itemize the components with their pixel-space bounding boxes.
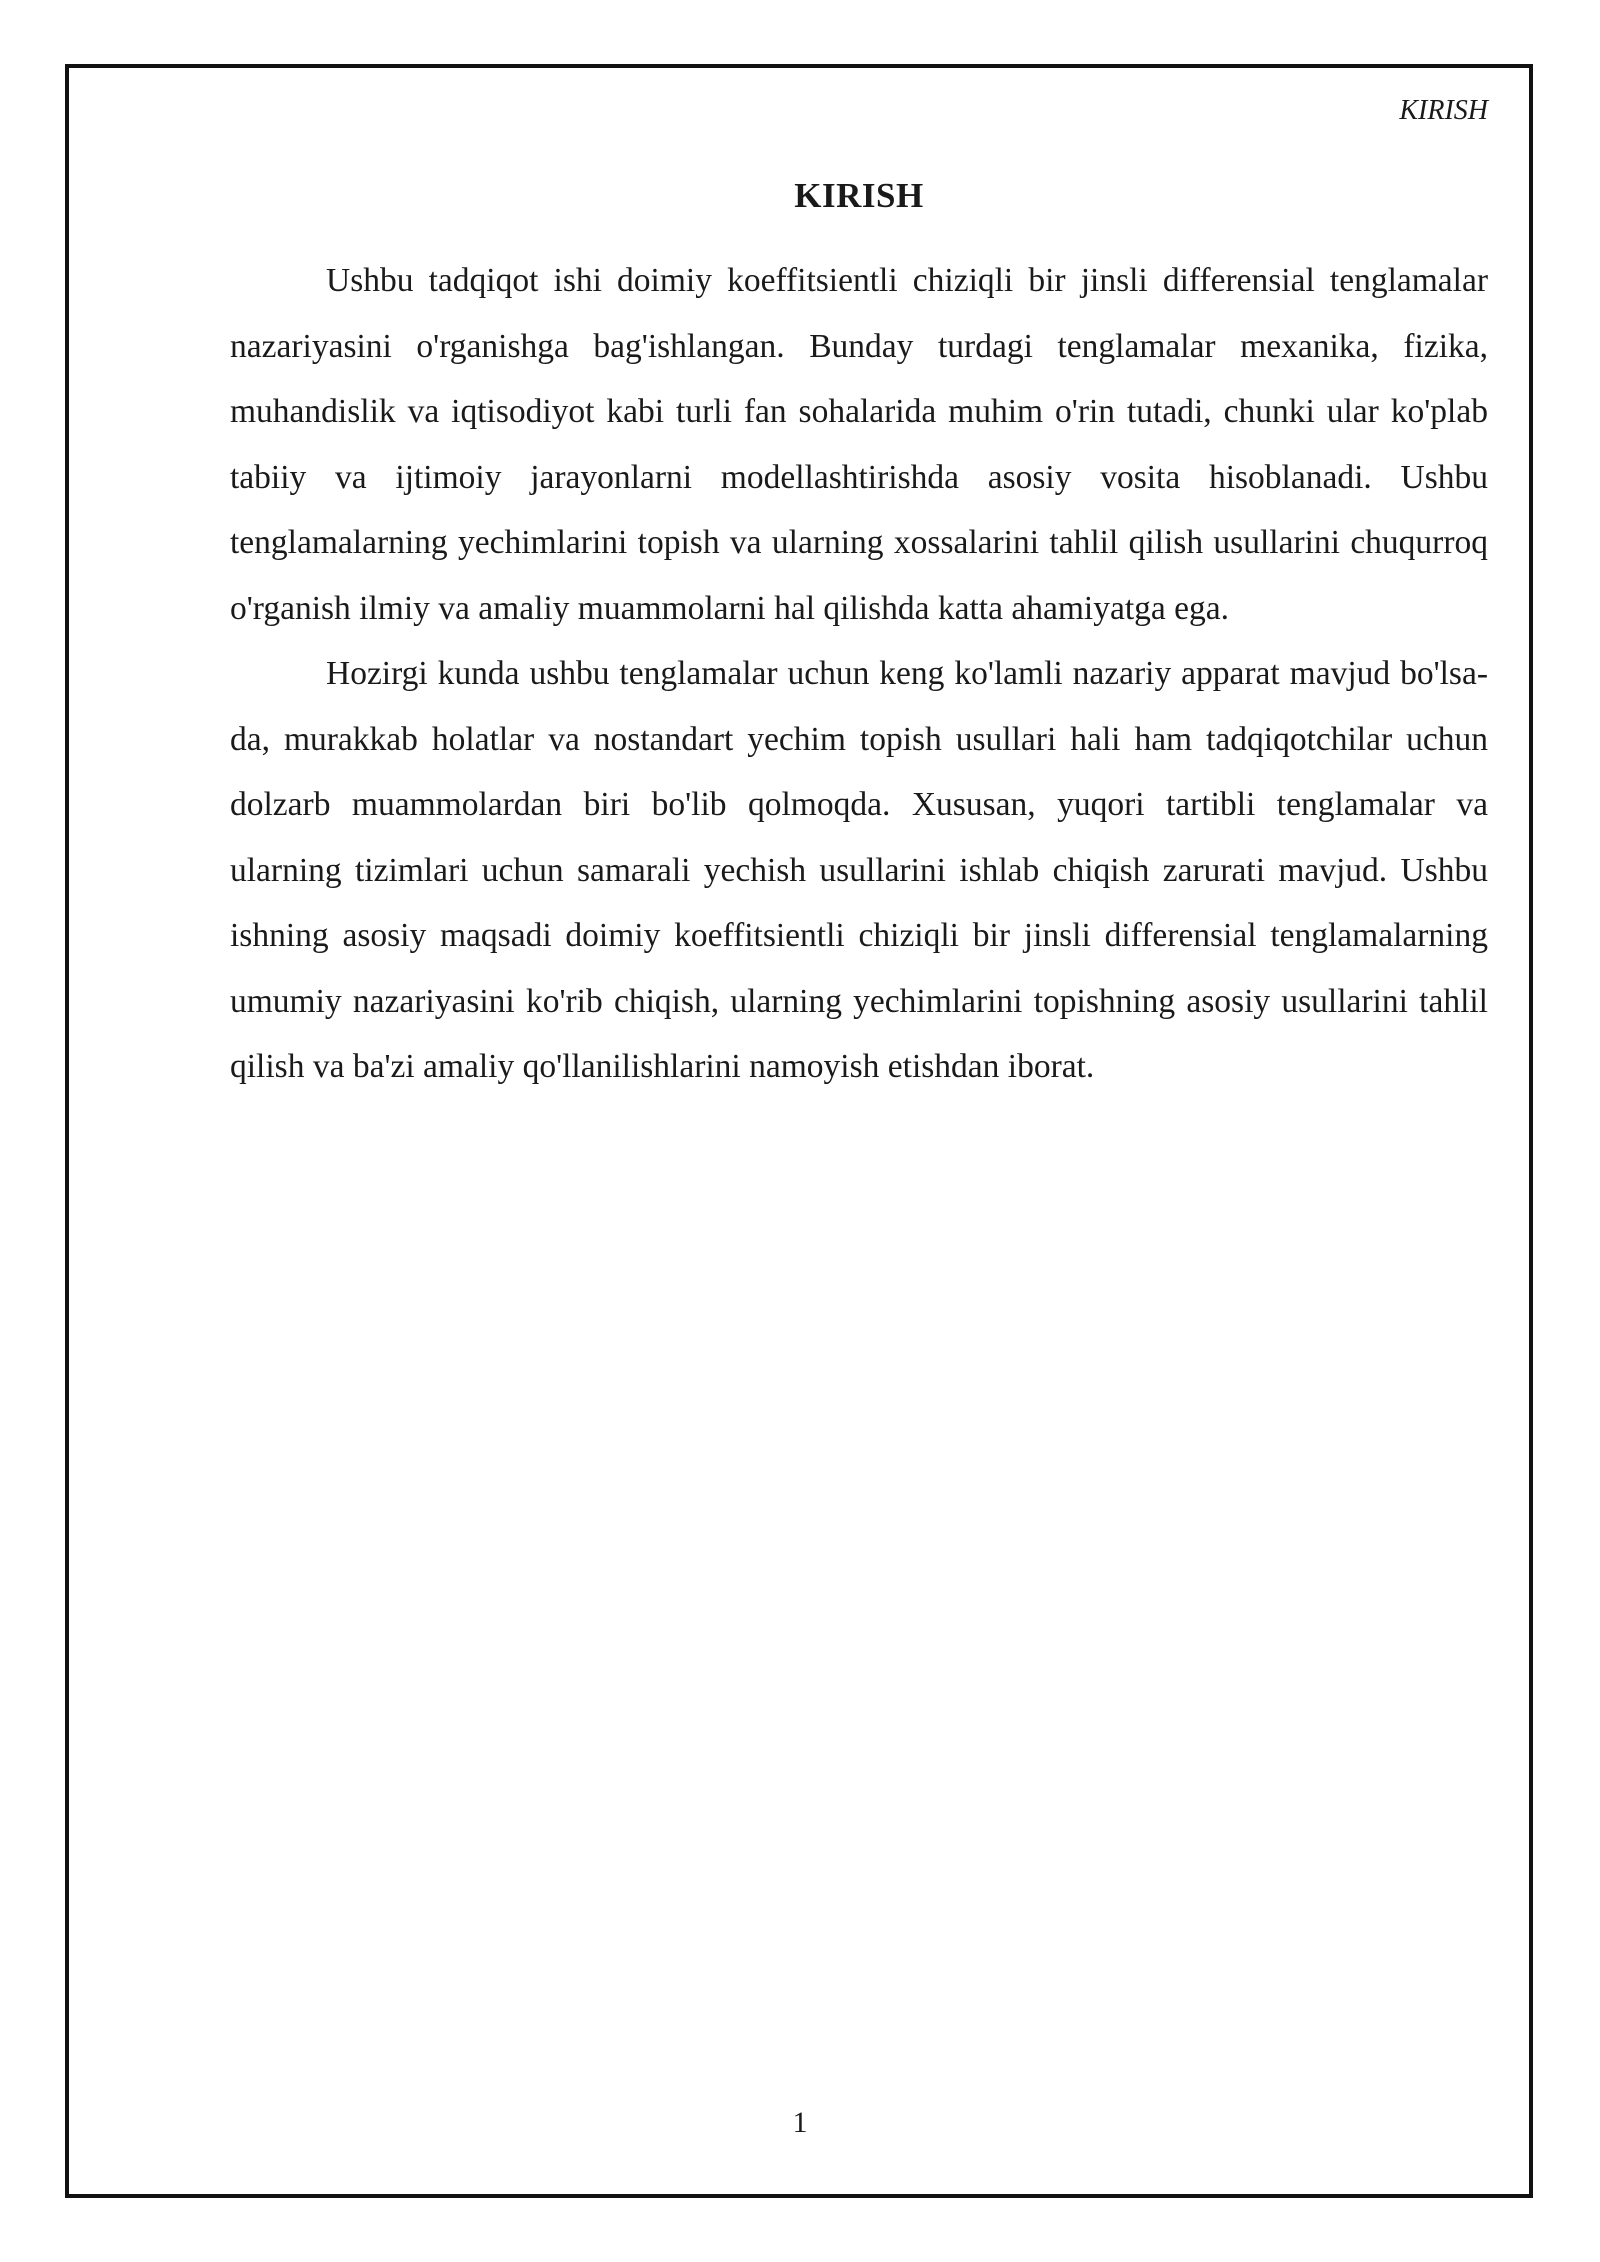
paragraph-2: Hozirgi kunda ushbu tenglamalar uchun keng ko'lamli nazariy apparat mavjud bo'lsa-da, murakkab holatlar va nostandart yechim topish usullari hali ham tadqiqotchilar uchun dolzarb muammolardan biri bo'lib qolmoqda. Xususan, yuqori tartibli tenglamalar va ularning tizimlari uchun samarali yechish usullarini ishlab chiqish zarurati mavjud. Ushbu ishning asosiy maqsadi doimiy koeffitsientli chiziqli bir jinsli differensial tenglamalarning umumiy nazariyasini ko'rib chiqish, ularning yechimlarini topishning asosiy usullarini tahlil qilish va ba'zi amaliy qo'llanilishlarini namoyish etishdan iborat. (230, 655, 1488, 1085)
page-number: 1 (792, 2106, 808, 2139)
running-header: KIRISH (1399, 95, 1488, 126)
paragraph-1: Ushbu tadqiqot ishi doimiy koeffitsientli chiziqli bir jinsli differensial tenglamalar nazariyasini o'rganishga bag'ishlangan. Bunday turdagi tenglamalar mexanika, fizika, muhandislik va iqtisodiyot kabi turli fan sohalarida muhim o'rin tutadi, chunki ular ko'plab tabiiy va ijtimoiy jarayonlarni modellashtirishda asosiy vosita hisoblanadi. Ushbu tenglamalarning yechimlarini topish va ularning xossalarini tahlil qilish usullarini chuqurroq o'rganish ilmiy va amaliy muammolarni hal qilishda katta ahamiyatga ega. (230, 262, 1488, 627)
body-text (230, 248, 1488, 1100)
document-title: KIRISH (794, 176, 924, 216)
